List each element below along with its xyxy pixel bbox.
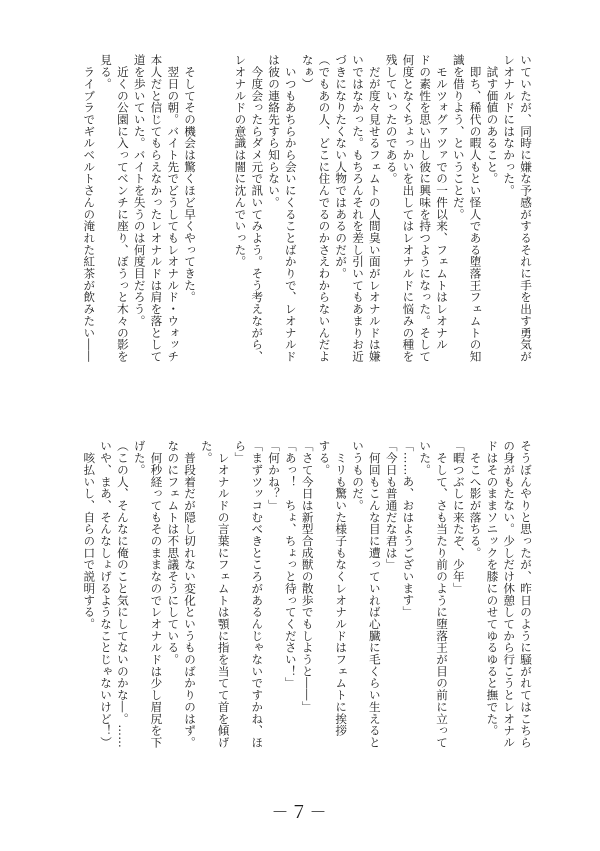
text-line: 「今日も普通だな君は」 (384, 440, 399, 571)
text-line: いた。 (418, 440, 433, 476)
text-line: 今度会ったらダメ元で訊いてみよう。そう考えながら、 (250, 54, 265, 363)
text-line: （でもあの人、どこに住んでるのかさえわからないんだよ (317, 54, 332, 363)
text-line: いではなかった。もちろんそれを差し引いてもあまりお近 (351, 54, 366, 363)
text-line: た。 (199, 440, 214, 464)
text-line: 「あっ！ ちょ、ちょっと待ってください！」 (283, 440, 298, 689)
text-line: 即ち、稀代の暇人もとい怪人である堕落王フェムトの知 (468, 54, 483, 363)
top-text-block (80, 54, 534, 382)
text-line: いうものだ。 (351, 440, 366, 512)
text-line: そこへ影が落ちる。 (468, 440, 483, 559)
text-line: そしてその機会は驚くほど早くやってきた。 (183, 54, 198, 303)
text-line: （この人、そんなに俺のこと気にしてないのかな―。…… (115, 440, 130, 749)
text-line: する。 (317, 440, 332, 476)
text-line: そして、さも当たり前のように堕落王が目の前に立って (435, 440, 450, 749)
text-line: レオナルドにはなかった。 (502, 54, 517, 197)
text-line: 「暇つぶしに来たぞ、少年」 (451, 440, 466, 595)
text-line: レオナルドの言葉にフェムトは顎に指を当てて首を傾げ (216, 440, 231, 749)
text-line: 近くの公園に入ってベンチに座り、ぼうっと木々の影を (115, 54, 130, 363)
text-line: 見る。 (99, 54, 114, 90)
text-line: ドはそのままソニックを膝にのせてゆるゆると撫でた。 (485, 440, 500, 737)
text-line: いていたが、同時に嫌な予感がするそれに手を出す勇気が (519, 54, 533, 363)
text-line: 識を借りよう、ということだ。 (451, 54, 466, 220)
text-line: 普段着だが隠し切れない変化というものばかりのはず。 (183, 440, 198, 749)
text-line: ミリも驚いた様子もなくレオナルドはフェムトに挨拶 (334, 440, 349, 737)
text-line: そうぼんやりと思ったが、昨日のように騒がれてはこちら (519, 440, 533, 749)
text-line: なぁ） (300, 54, 315, 90)
text-line: の身がもたない。少しだけ休憩してから行こうとレオナル (502, 440, 517, 749)
text-line: 「何かね？」 (267, 440, 282, 512)
text-line: 「まずツッコむべきところがあるんじゃないですかね、ほ (250, 440, 265, 749)
text-line: ライブラでギルベルトさんの淹れた紅茶が飲みたい―― (82, 54, 97, 363)
text-line: 「……あ、おはようございます」 (401, 440, 416, 618)
text-line: 何秒経ってもそのままなのでレオナルドは少し眉尻を下 (149, 440, 164, 749)
text-line: 何回もこんな目に遭っていれば心臓に毛くらい生えると (367, 440, 382, 749)
text-line: 咳払いし、自らの口で説明する。 (82, 440, 97, 630)
page-number: －７－ (271, 803, 329, 823)
text-line: ドの素性を思い出し彼に興味を持つようになった。そして (418, 54, 433, 363)
text-line: いや、まあ、そんなしょげるようなことじゃないけど！） (99, 440, 114, 749)
text-line (198, 54, 215, 382)
text-line: ら」 (233, 440, 248, 464)
text-line: なのにフェムトは不思議そうにしている。 (166, 440, 181, 666)
text-line: 試す価値のあること。 (485, 54, 500, 185)
text-line: だが度々見せるフェムトの人間臭い面がレオナルドは嫌 (367, 54, 382, 363)
text-line: いつもあちらから会いにくることばかりで、レオナルド (283, 54, 298, 363)
bottom-text-block (80, 440, 534, 768)
text-line: づきになりたくない人物ではあるのだが。 (334, 54, 349, 280)
text-line: げた。 (132, 440, 147, 476)
text-line: 本人だと信じてもらえなかったレオナルドは肩を落として (149, 54, 164, 363)
text-line: 翌日の朝。バイト先でどうしてもレオナルド・ウォッチ (166, 54, 181, 363)
text-line: は彼の連絡先すら知らない。 (267, 54, 282, 209)
text-line: 「さて今日は新型合成獣の散歩でもしようと――」 (300, 440, 315, 713)
text-line: 道を歩いていた。バイトを失うのは何度目だろう。 (132, 54, 147, 327)
text-line (215, 54, 232, 382)
text-line: モルツォグァツァでの一件以来、フェムトはレオナル (435, 54, 450, 351)
text-line: レオナルドの意識は闇に沈んでいった。 (233, 54, 248, 268)
text-line: 残していったのである。 (384, 54, 399, 185)
text-line: 何度となくちょっかいを出してはレオナルドに悩みの種を (401, 54, 416, 363)
